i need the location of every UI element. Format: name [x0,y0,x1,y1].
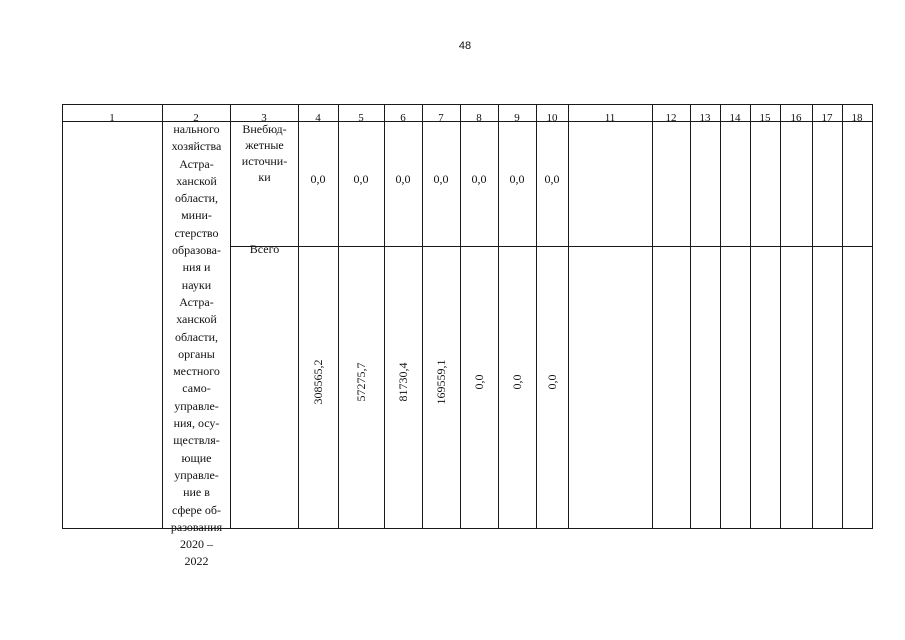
grid-line [872,104,873,529]
grid-line [652,104,653,529]
value-cell: 0,0 [471,172,487,186]
total-value-cell: 81730,4 [396,362,410,402]
page-number: 48 [458,40,472,52]
header-cell: 10 [546,112,558,124]
header-cell: 9 [514,112,520,124]
header-cell: 5 [358,112,364,124]
grid-line [690,104,691,529]
total-value-cell: 308565,2 [311,359,325,405]
value-cell: 0,0 [353,172,369,186]
header-cell: 6 [400,112,406,124]
header-cell: 16 [790,112,802,124]
total-value-cell: 0,0 [472,374,486,390]
total-value-cell: 0,0 [545,374,559,390]
grid-line [536,104,537,529]
grid-line [568,104,569,529]
value-cell: 0,0 [310,172,326,186]
executor-cell: нального хозяйства Астра- ханской области, мини- стерство образова- ния и науки Астра- ханской области, органы местного само- управле- ния, осу- ществля- ющие управле- ние в сфере об- разования 2020 – 2022 [170,122,223,569]
value-cell: 0,0 [433,172,449,186]
header-cell: 2 [193,112,199,124]
header-cell: 18 [851,112,863,124]
grid-line [842,104,843,529]
header-cell: 13 [699,112,711,124]
grid-line [338,104,339,529]
header-cell: 11 [604,112,616,124]
header-cell: 1 [109,112,115,124]
grid-line [422,104,423,529]
grid-line [230,246,872,247]
grid-line [720,104,721,529]
total-value-cell: 0,0 [510,374,524,390]
header-cell: 15 [759,112,771,124]
header-cell: 17 [821,112,833,124]
total-value-cell: 169559,1 [434,359,448,405]
header-cell: 7 [438,112,444,124]
source-label-total: Всего [249,242,280,256]
grid-line [384,104,385,529]
value-cell: 0,0 [509,172,525,186]
total-value-cell: 57275,7 [354,362,368,402]
grid-line [812,104,813,529]
header-cell: 3 [261,112,267,124]
header-cell: 12 [665,112,677,124]
value-cell: 0,0 [544,172,560,186]
grid-line [62,104,63,529]
header-cell: 4 [315,112,321,124]
grid-line [460,104,461,529]
grid-line [780,104,781,529]
header-cell: 14 [729,112,741,124]
source-label-extrabudget: Внебюд- жетные источни- ки [241,122,288,184]
grid-line [750,104,751,529]
value-cell: 0,0 [395,172,411,186]
grid-line [498,104,499,529]
grid-line [298,104,299,529]
header-cell: 8 [476,112,482,124]
